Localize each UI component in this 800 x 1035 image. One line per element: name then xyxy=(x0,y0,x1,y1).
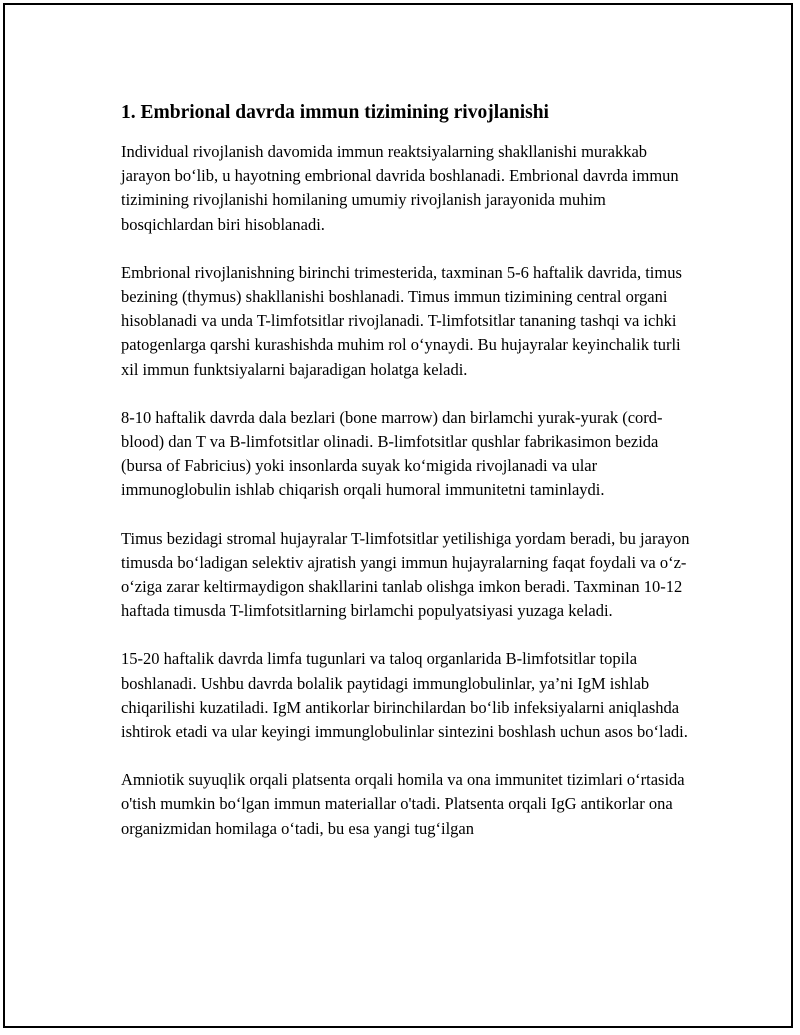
paragraph-4: Timus bezidagi stromal hujayralar T-limfotsitlar yetilishiga yordam beradi, bu jarayon timusda bo‘ladigan selektiv ajratish yangi immun hujayralarning faqat foydali va o‘z-o‘ziga zarar keltirmaydigon shakllarini tanlab olishga imkon beradi. Taxminan 10-12 haftada timusda T-limfotsitlarning birlamchi populyatsiyasi yuzaga keladi. xyxy=(121,528,690,621)
paragraph-1: Individual rivojlanish davomida immun reaktsiyalarning shakllanishi murakkab jarayon bo‘lib, u hayotning embrional davrida boshlanadi. Embrional davrda immun tizimining rivojlanishi homilaning umumiy rivojlanish jarayonida muhim bosqichlardan biri hisoblanadi. xyxy=(121,142,679,234)
section-heading: 1. Embrional davrda immun tizimining rivojlanishi xyxy=(121,102,549,123)
paragraph-2: Embrional rivojlanishning birinchi trimesterida, taxminan 5-6 haftalik davrida, timus bezining (thymus) shakllanishi boshlanadi. Timus immun tizimining central organi hisoblanadi va unda T-limfotsitlar rivojlanadi. T-limfotsitlar tananing tashqi va ichki patogenlarga qarshi kurashishda muhim rol o‘ynaydi. Bu hujayralar keyinchalik turli xil immun funktsiyalarni bajaradigan holatga keladi. xyxy=(121,262,682,379)
document-content xyxy=(121,100,691,865)
paragraph-5: 15-20 haftalik davrda limfa tugunlari va taloq organlarida B-limfotsitlar topila boshlanadi. Ushbu davrda bolalik paytidagi immunglobulinlar, ya’ni IgM ishlab chiqarilishi kuzatiladi. IgM antikorlar birinchilardan bo‘lib infeksiyalarni aniqlashda ishtirok etadi va ular keyingi immunglobulinlar sintezini boshlash uchun asos bo‘ladi. xyxy=(121,649,688,742)
document-page xyxy=(3,3,793,1028)
paragraph-6: Amniotik suyuqlik orqali platsenta orqali homila va ona immunitet tizimlari o‘rtasida o'tish mumkin bo‘lgan immun materiallar o'tadi. Platsenta orqali IgG antikorlar ona organizmidan homilaga o‘tadi, bu esa yangi tug‘ilgan xyxy=(121,770,685,838)
paragraph-3: 8-10 haftalik davrda dala bezlari (bone marrow) dan birlamchi yurak-yurak (cord-blood) dan T va B-limfotsitlar olinadi. B-limfotsitlar qushlar fabrikasimon bezida (bursa of Fabricius) yoki insonlarda suyak ko‘migida rivojlanadi va ular immunoglobulin ishlab chiqarish orqali humoral immunitetni taminlaydi. xyxy=(121,407,663,500)
